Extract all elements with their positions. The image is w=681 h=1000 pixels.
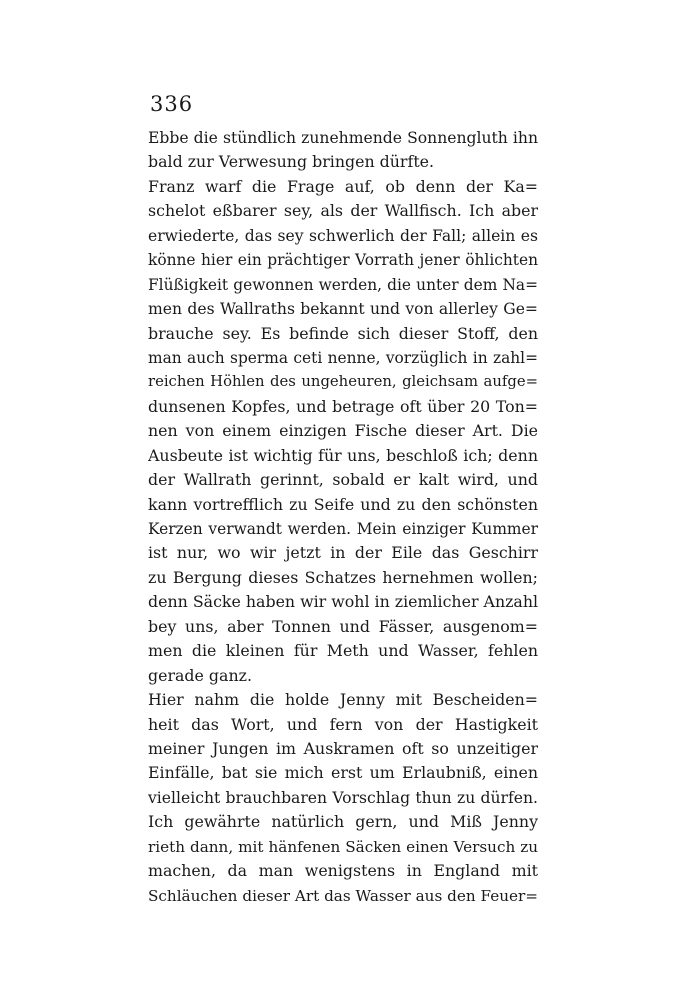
text-line: gerade ganz. [148, 665, 252, 685]
text-line: Hier nahm die holde Jenny mit Bescheiden= [148, 690, 538, 710]
text-line: machen, da man wenigstens in England mit [148, 861, 538, 881]
text-line: Franz warf die Frage auf, ob denn der Ka= [148, 176, 538, 196]
text-line: men die kleinen für Meth und Wasser, fehlen [148, 641, 538, 661]
text-line: rieth dann, mit hänfenen Säcken einen Versuch zu [148, 837, 538, 856]
text-line: ist nur, wo wir jetzt in der Eile das Geschirr [148, 543, 538, 563]
body-text [148, 126, 538, 908]
text-line: Ausbeute ist wichtig für uns, beschloß ich; denn [148, 445, 538, 465]
text-line: vielleicht brauchbaren Vorschlag thun zu dürfen. [148, 788, 538, 807]
text-line: Schläuchen dieser Art das Wasser aus den Feuer= [148, 886, 538, 905]
text-line: meiner Jungen im Auskramen oft so unzeitiger [148, 738, 538, 758]
text-line: der Wallrath gerinnt, sobald er kalt wird, und [148, 470, 538, 490]
text-line: Kerzen verwandt werden. Mein einziger Kummer [148, 520, 538, 538]
text-line: bey uns, aber Tonnen und Fässer, ausgenom= [148, 616, 538, 636]
text-line: men des Wallraths bekannt und von allerley Ge= [148, 300, 538, 319]
text-line: Ich gewährte natürlich gern, und Miß Jenny [148, 812, 538, 832]
text-line: schelot eßbarer sey, als der Wallfisch. Ich aber [148, 201, 538, 221]
text-line: heit das Wort, und fern von der Hastigkeit [148, 714, 538, 734]
text-line: denn Säcke haben wir wohl in ziemlicher Anzahl [148, 592, 538, 612]
text-line: zu Bergung dieses Schatzes hernehmen wollen; [148, 567, 538, 587]
text-line: brauche sey. Es befinde sich dieser Stoff, den [148, 323, 538, 343]
text-line: Flüßigkeit gewonnen werden, die unter dem Na= [148, 275, 538, 294]
text-line: dunsenen Kopfes, und betrage oft über 20 Ton= [148, 396, 538, 416]
text-line: man auch sperma ceti nenne, vorzüglich in zahl= [148, 348, 538, 367]
text-line: kann vortrefflich zu Seife und zu den schönsten [148, 494, 538, 514]
text-line: reichen Höhlen des ungeheuren, gleichsam aufge= [148, 373, 538, 391]
text-line: Ebbe die stündlich zunehmende Sonnengluth ihn [148, 129, 538, 147]
text-line: nen von einem einzigen Fische dieser Art. Die [148, 421, 538, 441]
text-line: bald zur Verwesung bringen dürfte. [148, 152, 435, 172]
text-line: könne hier ein prächtiger Vorrath jener öhlichten [148, 251, 538, 270]
text-line: erwiederte, das sey schwerlich der Fall; allein es [148, 226, 538, 245]
text-line: Einfälle, bat sie mich erst um Erlaubniß, einen [148, 763, 538, 783]
page-number: 336 [150, 92, 194, 116]
